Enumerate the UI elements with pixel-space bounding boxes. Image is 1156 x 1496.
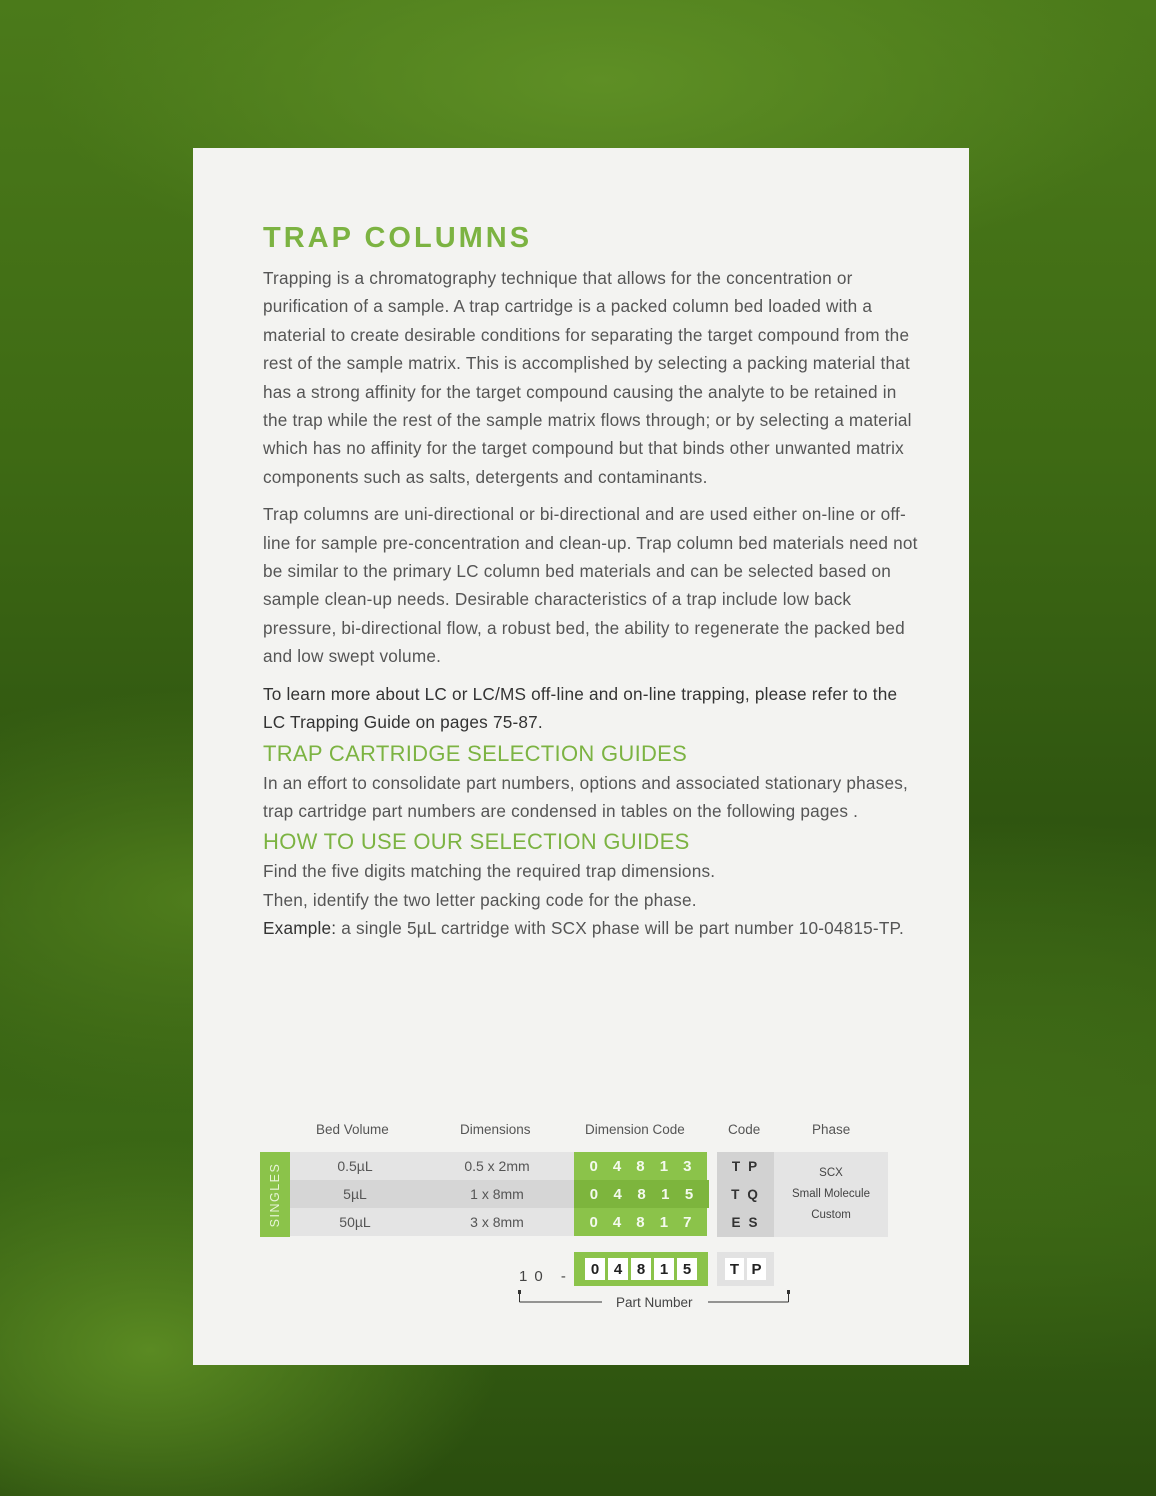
intro-paragraph: Trapping is a chromatography technique that allows for the concentration or purification of a sample. A trap cartridge is a packed column bed loaded with a material to create desirable conditions for separating the target compound from the rest of the sample matrix. This is accomplished by selecting a packing material that has a strong affinity for the target compound causing the analyte to be retained in the trap while the rest of the sample matrix flows through; or by selecting a material which has no affinity for the target compound but that binds other unwanted matrix components such as salts, detergents and contaminants. — [263, 268, 912, 487]
packing-codes — [717, 1152, 774, 1237]
dimension-code: 0 4 8 1 7 — [574, 1208, 707, 1236]
table-row — [290, 1180, 574, 1208]
example-text: Example: a single 5µL cartridge with SCX phase will be part number 10-04815-TP. — [263, 918, 904, 939]
document-page — [193, 148, 969, 1365]
how-to-line-2: Then, identify the two letter packing code for the phase. — [263, 889, 697, 910]
packing-code: TQ — [731, 1186, 766, 1202]
part-number-digits: 0 4 8 1 5 — [574, 1252, 708, 1286]
dimensions: 1 x 8mm — [470, 1186, 524, 1202]
example-label: Example: — [263, 918, 337, 939]
header-code: Code — [728, 1122, 761, 1137]
dimension-code: 0 4 8 1 3 — [574, 1152, 707, 1180]
part-number-code: T P — [717, 1252, 774, 1286]
header-phase: Phase — [812, 1122, 851, 1137]
bed-volume: 0.5µL — [337, 1158, 373, 1174]
page-content — [263, 222, 923, 943]
how-to-line-1: Find the five digits matching the required trap dimensions. — [263, 861, 716, 882]
packing-code: ES — [731, 1215, 766, 1231]
singles-group-label: SINGLES — [260, 1152, 290, 1237]
phase: Small Molecule — [792, 1188, 870, 1200]
trap-columns-paragraph: Trap columns are uni-directional or bi-directional and are used either on-line or off-line for sample pre-concentration and clean-up. Trap column bed materials need not be similar to the primary LC column bed materials and can be selected based on sample clean-up needs. Desirable characteristics of a trap include low back pressure, bi-directional flow, a robust bed, the ability to regenerate the packed bed and low swept volume. — [263, 504, 918, 667]
how-to-use-heading: HOW TO USE OUR SELECTION GUIDES — [263, 829, 690, 855]
header-bed-volume: Bed Volume — [316, 1122, 389, 1137]
phase: SCX — [819, 1167, 843, 1179]
selection-guides-body: In an effort to consolidate part numbers, options and associated stationary phases, trap cartridge part numbers are condensed in tables on the following pages . — [263, 772, 908, 821]
table-row — [290, 1208, 574, 1236]
dimensions: 0.5 x 2mm — [464, 1158, 530, 1174]
phase: Custom — [811, 1209, 851, 1221]
table-row — [290, 1152, 574, 1180]
page-title: TRAP COLUMNS — [263, 222, 533, 254]
header-dimension-code: Dimension Code — [585, 1122, 685, 1137]
selection-guides-heading: TRAP CARTRIDGE SELECTION GUIDES — [263, 740, 688, 766]
packing-code: TP — [731, 1158, 766, 1174]
bed-volume: 50µL — [339, 1214, 371, 1230]
selection-guide-table — [260, 1120, 900, 1310]
phases — [774, 1152, 888, 1237]
header-dimensions: Dimensions — [460, 1122, 531, 1137]
part-number-prefix: 10 - — [519, 1268, 573, 1285]
dimensions: 3 x 8mm — [470, 1214, 524, 1230]
trapping-guide-reference: To learn more about LC or LC/MS off-line and on-line trapping, please refer to the LC Trapping Guide on pages 75-87. — [263, 683, 898, 733]
dimension-code: 0 4 8 1 5 — [574, 1180, 709, 1208]
bed-volume: 5µL — [343, 1186, 367, 1202]
part-number-label: Part Number — [610, 1295, 699, 1310]
